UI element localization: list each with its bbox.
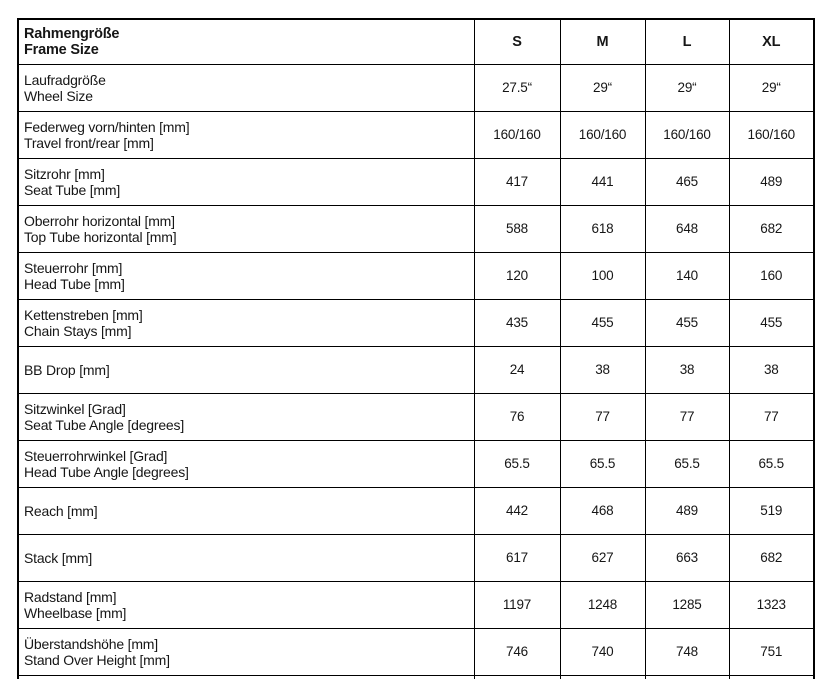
row-label-en: Seat Tube [mm] xyxy=(24,181,121,198)
value-cell: 77 xyxy=(560,393,645,440)
value-cell: 417 xyxy=(474,158,560,205)
table-row xyxy=(18,346,814,393)
row-label-cell xyxy=(18,346,474,393)
row-label-de: Sitzwinkel [Grad] xyxy=(24,400,126,417)
table-row xyxy=(18,205,814,252)
header-col-m: M xyxy=(560,19,645,64)
value-cell: 65.5 xyxy=(645,440,729,487)
value-cell: 1285 xyxy=(645,581,729,628)
row-label-cell xyxy=(18,440,474,487)
value-cell: 588 xyxy=(474,205,560,252)
value-cell: 100 xyxy=(560,252,645,299)
row-label-cell xyxy=(18,393,474,440)
row-label-en: Top Tube horizontal [mm] xyxy=(24,228,177,245)
value-cell: 24 xyxy=(474,346,560,393)
value-cell: 435 xyxy=(474,299,560,346)
value-cell: 29“ xyxy=(645,64,729,111)
row-label-de: Stack [mm] xyxy=(24,549,93,566)
table-row xyxy=(18,299,814,346)
value-cell: 455 xyxy=(645,299,729,346)
row-label-de: Radstand [mm] xyxy=(24,588,117,605)
row-label-de: Laufradgröße xyxy=(24,71,106,88)
row-label-cell xyxy=(18,534,474,581)
value-cell: 65.5 xyxy=(474,440,560,487)
table-row xyxy=(18,111,814,158)
value-cell: 740 xyxy=(560,628,645,675)
table-clip-region xyxy=(17,18,817,679)
row-label-de: Federweg vorn/hinten [mm] xyxy=(24,118,190,135)
row-label-en: Head Tube Angle [degrees] xyxy=(24,463,189,480)
value-cell: 519 xyxy=(729,487,814,534)
row-label-cell xyxy=(18,487,474,534)
table-row-cutoff xyxy=(18,675,814,679)
value-cell: 1323 xyxy=(729,581,814,628)
value-cell: 38 xyxy=(729,346,814,393)
table-row xyxy=(18,158,814,205)
table-row xyxy=(18,628,814,675)
value-cell xyxy=(645,675,729,679)
value-cell xyxy=(560,675,645,679)
value-cell: 160/160 xyxy=(560,111,645,158)
value-cell: 682 xyxy=(729,534,814,581)
row-label-en: Seat Tube Angle [degrees] xyxy=(24,416,185,433)
table-header-row xyxy=(18,19,814,64)
value-cell: 160 xyxy=(729,252,814,299)
value-cell: 618 xyxy=(560,205,645,252)
value-cell: 455 xyxy=(729,299,814,346)
table-row xyxy=(18,487,814,534)
row-label-en: Travel front/rear [mm] xyxy=(24,134,154,151)
value-cell: 465 xyxy=(645,158,729,205)
row-label-de: Steuerrohrwinkel [Grad] xyxy=(24,447,168,464)
value-cell: 160/160 xyxy=(729,111,814,158)
row-label-cell xyxy=(18,675,474,679)
value-cell: 442 xyxy=(474,487,560,534)
row-label-de: Kettenstreben [mm] xyxy=(24,306,143,323)
table-row xyxy=(18,581,814,628)
header-label-cell xyxy=(18,19,474,64)
value-cell: 160/160 xyxy=(474,111,560,158)
value-cell: 27.5“ xyxy=(474,64,560,111)
row-label-de: Überstandshöhe [mm] xyxy=(24,635,158,652)
table-row xyxy=(18,440,814,487)
value-cell: 77 xyxy=(729,393,814,440)
row-label-de: Steuerrohr [mm] xyxy=(24,259,123,276)
value-cell: 489 xyxy=(729,158,814,205)
value-cell: 648 xyxy=(645,205,729,252)
table-row xyxy=(18,393,814,440)
value-cell: 682 xyxy=(729,205,814,252)
value-cell: 38 xyxy=(645,346,729,393)
value-cell: 617 xyxy=(474,534,560,581)
table-row xyxy=(18,534,814,581)
frame-geometry-table xyxy=(17,18,815,679)
header-label-de: Rahmengröße xyxy=(24,25,120,42)
value-cell: 663 xyxy=(645,534,729,581)
row-label-cell xyxy=(18,628,474,675)
value-cell: 627 xyxy=(560,534,645,581)
table-row xyxy=(18,252,814,299)
value-cell: 140 xyxy=(645,252,729,299)
value-cell: 455 xyxy=(560,299,645,346)
value-cell: 29“ xyxy=(729,64,814,111)
value-cell: 76 xyxy=(474,393,560,440)
row-label-cell xyxy=(18,158,474,205)
value-cell: 489 xyxy=(645,487,729,534)
value-cell: 65.5 xyxy=(729,440,814,487)
row-label-cell xyxy=(18,205,474,252)
header-label-en: Frame Size xyxy=(24,41,99,58)
value-cell: 160/160 xyxy=(645,111,729,158)
row-label-de: Sitzrohr [mm] xyxy=(24,165,105,182)
row-label-en: Wheel Size xyxy=(24,87,93,104)
row-label-cell xyxy=(18,299,474,346)
row-label-cell xyxy=(18,64,474,111)
value-cell: 65.5 xyxy=(560,440,645,487)
value-cell: 468 xyxy=(560,487,645,534)
value-cell: 748 xyxy=(645,628,729,675)
value-cell: 38 xyxy=(560,346,645,393)
header-col-xl: XL xyxy=(729,19,814,64)
header-col-l: L xyxy=(645,19,729,64)
value-cell: 1248 xyxy=(560,581,645,628)
value-cell: 77 xyxy=(645,393,729,440)
row-label-en: Wheelbase [mm] xyxy=(24,604,127,621)
row-label-de: Reach [mm] xyxy=(24,502,98,519)
header-col-s: S xyxy=(474,19,560,64)
value-cell: 746 xyxy=(474,628,560,675)
row-label-en: Chain Stays [mm] xyxy=(24,322,132,339)
row-label-cell xyxy=(18,252,474,299)
row-label-de: Oberrohr horizontal [mm] xyxy=(24,212,175,229)
value-cell: 120 xyxy=(474,252,560,299)
value-cell: 441 xyxy=(560,158,645,205)
table-row xyxy=(18,64,814,111)
row-label-en: Head Tube [mm] xyxy=(24,275,125,292)
row-label-cell xyxy=(18,111,474,158)
row-label-de: BB Drop [mm] xyxy=(24,361,110,378)
value-cell: 1197 xyxy=(474,581,560,628)
value-cell xyxy=(729,675,814,679)
value-cell: 29“ xyxy=(560,64,645,111)
row-label-en: Stand Over Height [mm] xyxy=(24,651,170,668)
value-cell: 751 xyxy=(729,628,814,675)
value-cell xyxy=(474,675,560,679)
row-label-cell xyxy=(18,581,474,628)
table-body xyxy=(18,64,814,679)
